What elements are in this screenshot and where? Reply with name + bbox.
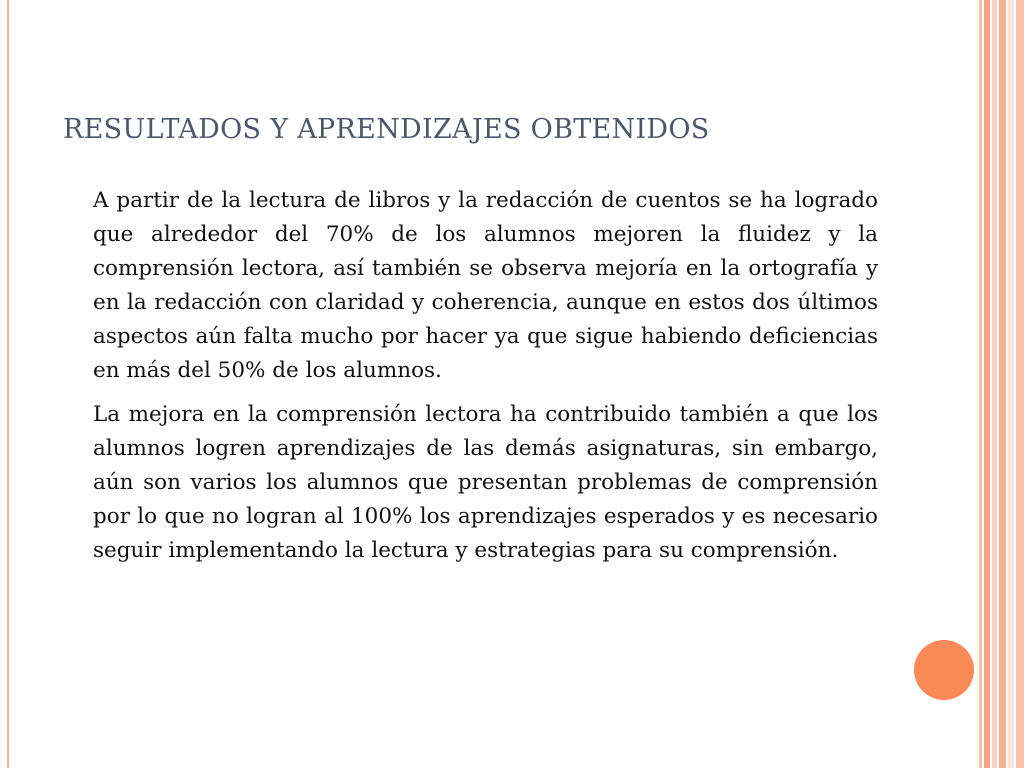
decorative-circle-icon [914,640,974,700]
slide-body [93,184,878,578]
left-border-line [7,0,9,768]
right-decorative-stripe [992,0,997,768]
body-paragraph: La mejora en la comprensión lectora ha contribuido también a que los alumnos logren aprendizajes de las demás asignaturas, sin embargo, aún son varios los alumnos que presentan problemas de comprensión por lo que no logran al 100% los aprendizajes esperados y es necesario seguir implementando la lectura y estrategias para su comprensión. [93,402,878,563]
right-decorative-stripe [1016,0,1024,768]
right-decorative-stripe [979,0,982,768]
right-decorative-stripe [984,0,990,768]
slide-title: RESULTADOS Y APRENDIZAJES OBTENIDOS [63,114,710,145]
right-decorative-stripe [1008,0,1014,768]
right-decorative-stripe [999,0,1006,768]
body-paragraph: A partir de la lectura de libros y la redacción de cuentos se ha logrado que alrededor del 70% de los alumnos mejoren la fluidez y la comprensión lectora, así también se observa mejoría en la ortografía y en la redacción con claridad y coherencia, aunque en estos dos últimos aspectos aún falta mucho por hacer ya que sigue habiendo deficiencias en más del 50% de los alumnos. [93,188,878,383]
